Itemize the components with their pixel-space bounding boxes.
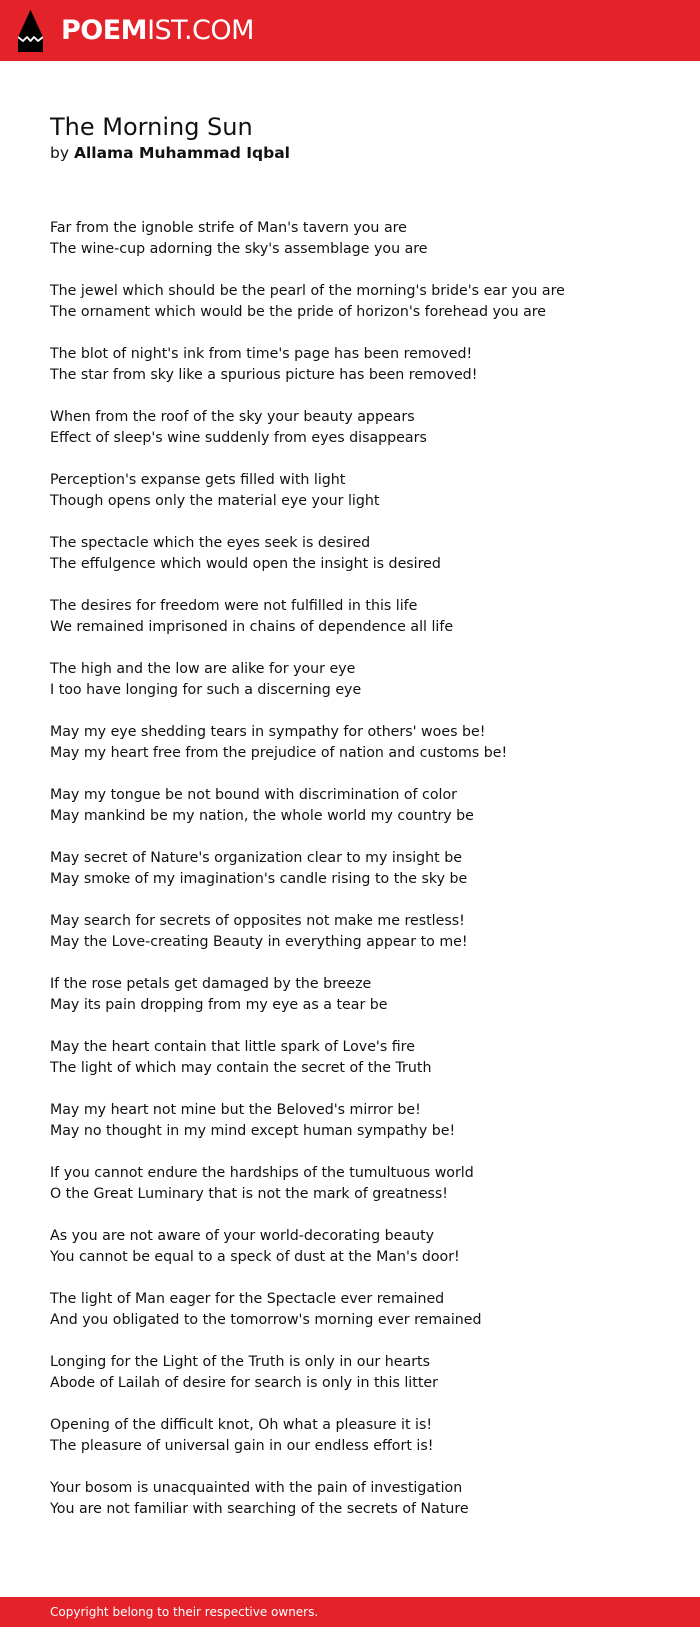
poem-line: Perception's expanse gets filled with light	[50, 472, 346, 488]
poem-line: The high and the low are alike for your eye	[50, 661, 356, 677]
copyright-notice: Copyright belong to their respective owners.	[50, 1605, 319, 1619]
site-logo-link[interactable]	[0, 0, 254, 61]
poem-line: May mankind be my nation, the whole world my country be	[50, 808, 474, 824]
poem-line: The jewel which should be the pearl of the morning's bride's ear you are	[50, 283, 565, 299]
poem-line: I too have longing for such a discerning eye	[50, 682, 362, 698]
poem-line: Opening of the difficult knot, Oh what a pleasure it is!	[50, 1417, 433, 1433]
poem-line: The star from sky like a spurious picture has been removed!	[50, 367, 478, 383]
wordmark-bold: POEM	[61, 15, 148, 46]
poem-stanza	[50, 407, 670, 449]
poem-stanza	[50, 218, 670, 260]
poem-line: Abode of Lailah of desire for search is only in this litter	[50, 1375, 438, 1391]
poem-line: The light of Man eager for the Spectacle ever remained	[50, 1291, 445, 1307]
poem-line: Longing for the Light of the Truth is only in our hearts	[50, 1354, 430, 1370]
poem-stanza	[50, 911, 670, 953]
poem-line: Your bosom is unacquainted with the pain of investigation	[50, 1480, 463, 1496]
site-header	[0, 0, 700, 61]
poem-stanza	[50, 1226, 670, 1268]
poem-line: The blot of night's ink from time's page has been removed!	[50, 346, 473, 362]
poem-stanza	[50, 1100, 670, 1142]
poem-stanza	[50, 596, 670, 638]
poem-line: May secret of Nature's organization clear to my insight be	[50, 850, 462, 866]
poem-stanza	[50, 281, 670, 323]
poem-stanza	[50, 1352, 670, 1394]
poem-line: The wine-cup adorning the sky's assemblage you are	[50, 241, 428, 257]
poem-line: May my tongue be not bound with discrimination of color	[50, 787, 457, 803]
poem-line: The effulgence which would open the insight is desired	[50, 556, 441, 572]
by-label: by	[50, 144, 70, 162]
poem-header	[50, 112, 660, 164]
poem-author: Allama Muhammad Iqbal	[73, 144, 290, 162]
site-wordmark	[61, 0, 254, 61]
poem-line: You are not familiar with searching of the secrets of Nature	[50, 1501, 469, 1517]
poem-stanza	[50, 1478, 670, 1520]
poem-line: We remained imprisoned in chains of dependence all life	[50, 619, 454, 635]
poem-line: May no thought in my mind except human sympathy be!	[50, 1123, 456, 1139]
poem-line: When from the roof of the sky your beauty appears	[50, 409, 415, 425]
poem-stanza	[50, 344, 670, 386]
poem-stanza	[50, 533, 670, 575]
poem-stanza	[50, 722, 670, 764]
site-footer	[0, 1597, 700, 1627]
poem-line: The light of which may contain the secret of the Truth	[50, 1060, 432, 1076]
poem-title: The Morning Sun	[50, 113, 253, 141]
poem-line: May its pain dropping from my eye as a tear be	[50, 997, 388, 1013]
poem-line: If the rose petals get damaged by the breeze	[50, 976, 372, 992]
poem-stanza	[50, 1037, 670, 1079]
poem-line: The spectacle which the eyes seek is desired	[50, 535, 371, 551]
poem-stanza	[50, 848, 670, 890]
poem-line: May the heart contain that little spark of Love's fire	[50, 1039, 415, 1055]
poem-line: May my heart not mine but the Beloved's mirror be!	[50, 1102, 421, 1118]
poem-line: May my eye shedding tears in sympathy for others' woes be!	[50, 724, 486, 740]
poem-line: Effect of sleep's wine suddenly from eyes disappears	[50, 430, 427, 446]
poem-line: The ornament which would be the pride of horizon's forehead you are	[50, 304, 547, 320]
pencil-tip-icon	[18, 10, 43, 52]
poem-byline	[50, 142, 660, 164]
poem-line: May the Love-creating Beauty in everything appear to me!	[50, 934, 468, 950]
poem-stanza	[50, 470, 670, 512]
poem-line: The desires for freedom were not fulfilled in this life	[50, 598, 418, 614]
poem-line: If you cannot endure the hardships of the tumultuous world	[50, 1165, 474, 1181]
poem-line: O the Great Luminary that is not the mark of greatness!	[50, 1186, 448, 1202]
poem-line: May smoke of my imagination's candle rising to the sky be	[50, 871, 468, 887]
poem-line: Though opens only the material eye your light	[50, 493, 380, 509]
poem-stanza	[50, 974, 670, 1016]
poem-line: Far from the ignoble strife of Man's tavern you are	[50, 220, 407, 236]
poem-line: May search for secrets of opposites not make me restless!	[50, 913, 465, 929]
poem-stanza	[50, 1415, 670, 1457]
poem-stanza	[50, 785, 670, 827]
poem-body	[50, 218, 670, 1541]
poem-stanza	[50, 1289, 670, 1331]
poem-line: As you are not aware of your world-decorating beauty	[50, 1228, 435, 1244]
poem-line: May my heart free from the prejudice of nation and customs be!	[50, 745, 508, 761]
poem-line: And you obligated to the tomorrow's morning ever remained	[50, 1312, 482, 1328]
poem-stanza	[50, 659, 670, 701]
poem-line: You cannot be equal to a speck of dust at the Man's door!	[50, 1249, 460, 1265]
poem-line: The pleasure of universal gain in our endless effort is!	[50, 1438, 434, 1454]
poem-stanza	[50, 1163, 670, 1205]
wordmark-light: IST.COM	[147, 15, 254, 46]
